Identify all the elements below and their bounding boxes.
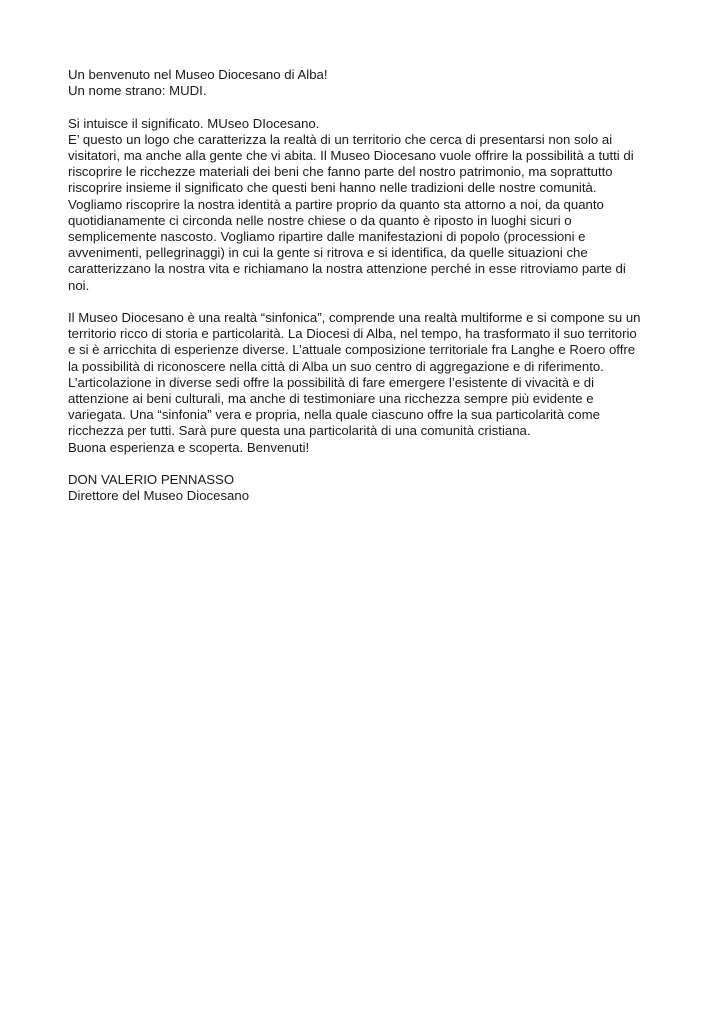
paragraph-line: E’ questo un logo che caratterizza la realtà di un territorio che cerca di presentarsi non solo ai xyxy=(68,131,613,147)
signature-name: DON VALERIO PENNASSO xyxy=(68,472,235,488)
paragraph-2 xyxy=(68,310,668,456)
paragraph-line: Vogliamo riscoprire la nostra identità a partire proprio da quanto sta attorno a noi, da quanto xyxy=(68,196,604,212)
paragraph-gap xyxy=(68,456,668,472)
paragraph-line: visitatori, ma anche alla gente che vi abita. Il Museo Diocesano vuole offrire la possibilità a tutti di xyxy=(68,148,634,163)
paragraph-line: Si intuisce il significato. MUseo DIocesano. xyxy=(68,115,320,131)
paragraph-line: e si è arricchita di esperienze diverse. L’attuale composizione territoriale fra Langhe e Roero offre xyxy=(68,342,636,358)
greeting-block xyxy=(68,67,668,99)
paragraph-line: variegata. Una “sinfonia” vera e propria, nella quale ciascuno offre la sua particolarità come xyxy=(68,407,600,423)
document-page xyxy=(68,67,668,504)
paragraph-line: Il Museo Diocesano è una realtà “sinfonica”, comprende una realtà multiforme e si compone su un xyxy=(68,310,641,326)
greeting-line: Un benvenuto nel Museo Diocesano di Alba! xyxy=(68,67,328,82)
paragraph-line: quotidianamente ci circonda nelle nostre chiese o da quanto è riposto in luoghi sicuri o xyxy=(68,212,572,228)
paragraph-line: semplicemente nascosto. Vogliamo ripartire dalle manifestazioni di popolo (processioni e xyxy=(68,229,586,245)
paragraph-line: riscoprire le ricchezze materiali dei beni che fanno parte del nostro patrimonio, ma soprattutto xyxy=(68,164,613,180)
paragraph-line: attenzione ai beni culturali, ma anche di testimoniare una ricchezza sempre più evidente e xyxy=(68,391,594,407)
signature-role: Direttore del Museo Diocesano xyxy=(68,488,250,504)
paragraph-gap xyxy=(68,99,668,115)
greeting-line: Un nome strano: MUDI. xyxy=(68,83,207,99)
paragraph-line: avvenimenti, pellegrinaggi) in cui la gente si ritrova e si identifica, da quelle situazioni che xyxy=(68,245,588,261)
paragraph-1 xyxy=(68,116,668,294)
paragraph-line: L’articolazione in diverse sedi offre la possibilità di fare emergere l’esistente di vivacità e di xyxy=(68,374,595,390)
signature-block xyxy=(68,472,668,504)
paragraph-gap xyxy=(68,294,668,310)
paragraph-line: territorio ricco di storia e particolarità. La Diocesi di Alba, nel tempo, ha trasformato il suo territorio xyxy=(68,326,637,342)
paragraph-line: Buona esperienza e scoperta. Benvenuti! xyxy=(68,439,310,455)
paragraph-line: riscoprire insieme il significato che questi beni hanno nelle tradizioni delle nostre comunità. xyxy=(68,180,597,196)
paragraph-line: la possibilità di riconoscere nella città di Alba un suo centro di aggregazione e di riferimento. xyxy=(68,358,604,374)
paragraph-line: noi. xyxy=(68,277,90,293)
paragraph-line: ricchezza per tutti. Sarà pure questa una particolarità di una comunità cristiana. xyxy=(68,423,531,439)
paragraph-line: caratterizzano la nostra vita e richiamano la nostra attenzione perché in esse ritroviamo parte di xyxy=(68,261,626,277)
